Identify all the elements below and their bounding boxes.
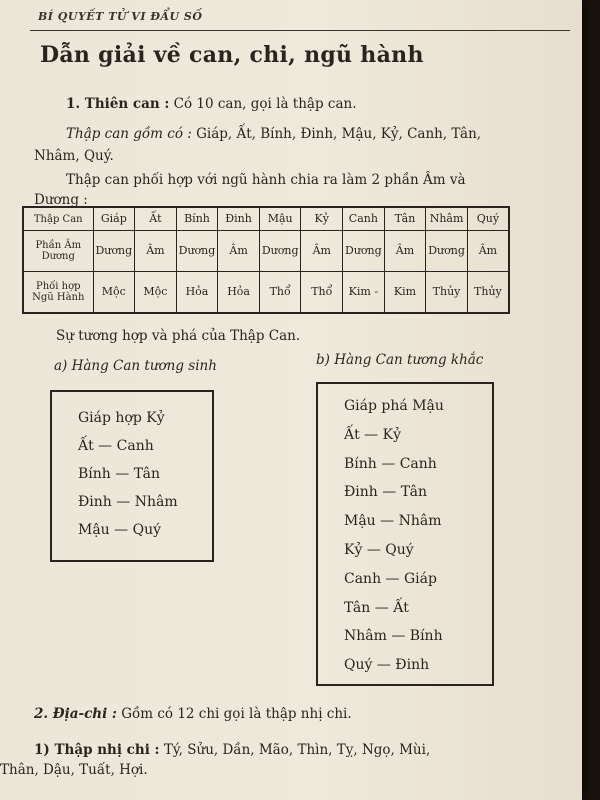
header-rule [30, 30, 570, 31]
can-list-values: Giáp, Ất, Bính, Đinh, Mậu, Kỷ, Canh, Tân, [196, 126, 482, 142]
table-row-label: Phần Âm Dương [23, 231, 93, 272]
relation-pair: Tân — Ất [344, 599, 409, 616]
table-cell: Dương [426, 231, 468, 272]
relation-pair: Bính — Canh [344, 455, 437, 472]
relation-pair: Đinh — Tân [344, 484, 428, 501]
table-cell: Âm [218, 231, 260, 272]
table-cell: Thủy [426, 272, 468, 313]
khac-label: b) Hàng Can tương khắc [316, 352, 484, 368]
chi-list-line2: Thân, Dậu, Tuất, Hợi. [0, 762, 148, 778]
section2-heading: 2. Địa-chi : [34, 706, 117, 722]
table-row-label: Phối hợp Ngũ Hành [23, 272, 93, 313]
page-title: Dẫn giải về can, chi, ngũ hành [40, 42, 424, 68]
can-list-line1 [66, 126, 481, 142]
relation-pair: Ất — Kỷ [344, 426, 402, 443]
table-cell: Hỏa [176, 272, 218, 313]
relation-pair: Bính — Tân [78, 466, 160, 482]
table-row [23, 231, 509, 272]
table-cell: Âm [301, 231, 343, 272]
table-cell: Âm [135, 231, 177, 272]
table-cell: Canh [343, 207, 385, 231]
running-title: BÍ QUYẾT TỬ VI ĐẨU SỐ [38, 10, 203, 23]
chi-list-values: Tý, Sửu, Dần, Mão, Thìn, Tỵ, Ngọ, Mùi, [163, 742, 431, 758]
relations-heading: Sự tương hợp và phá của Thập Can. [56, 328, 301, 344]
table-cell: Dương [176, 231, 218, 272]
relation-pair: Giáp hợp Kỷ [78, 410, 165, 426]
table-cell: Kim - [343, 272, 385, 313]
relation-pair: Đinh — Nhâm [78, 494, 178, 510]
table-cell: Tân [384, 207, 426, 231]
relation-pair: Canh — Giáp [344, 570, 437, 587]
chi-list-line1 [34, 742, 430, 758]
table-cell: Kim [384, 272, 426, 313]
table-cell: Dương [343, 231, 385, 272]
table-cell: Mộc [93, 272, 135, 313]
relation-pair: Nhâm — Bính [344, 628, 443, 645]
section2-line [34, 706, 352, 722]
table-cell: Nhâm [426, 207, 468, 231]
table-cell: Ất [135, 207, 177, 231]
sinh-label: a) Hàng Can tương sinh [54, 358, 217, 374]
table-cell: Mộc [135, 272, 177, 313]
table-cell: Âm [467, 231, 509, 272]
can-list-line2: Nhâm, Quý. [34, 148, 114, 164]
table-cell: Đinh [218, 207, 260, 231]
table-cell: Âm [384, 231, 426, 272]
combo-line2: Dương : [34, 192, 88, 208]
combo-line1: Thập can phối hợp với ngũ hành chia ra làm 2 phần Âm và [66, 172, 466, 188]
table-cell: Kỷ [301, 207, 343, 231]
section2-text: Gồm có 12 chi gọi là thập nhị chi. [121, 706, 352, 722]
table-row [23, 207, 509, 231]
table-cell: Dương [93, 231, 135, 272]
khac-box [316, 382, 494, 686]
section1-heading: 1. Thiên can : [66, 96, 170, 112]
table-row [23, 272, 509, 313]
section1-line [66, 96, 357, 112]
relation-pair: Mậu — Nhâm [344, 513, 442, 530]
relation-pair: Mậu — Quý [78, 522, 162, 538]
table-cell: Giáp [93, 207, 135, 231]
table-cell: Thổ [259, 272, 301, 313]
relation-pair: Quý — Đinh [344, 657, 430, 674]
chi-heading: 1) Thập nhị chi : [34, 742, 160, 758]
table-cell: Thủy [467, 272, 509, 313]
table-cell: Thổ [301, 272, 343, 313]
table-cell: Quý [467, 207, 509, 231]
table-cell: Mậu [259, 207, 301, 231]
can-list-label: Thập can gồm có : [66, 126, 192, 142]
thap-can-table [22, 206, 510, 314]
table-row-label: Thập Can [23, 207, 93, 231]
sinh-box [50, 390, 214, 562]
relation-pair: Giáp phá Mậu [344, 398, 444, 414]
table-cell: Dương [259, 231, 301, 272]
table-cell: Bính [176, 207, 218, 231]
section1-intro: Có 10 can, gọi là thập can. [173, 96, 357, 112]
table-cell: Hỏa [218, 272, 260, 313]
relation-pair: Ất — Canh [78, 438, 154, 454]
relation-pair: Kỷ — Quý [344, 542, 414, 558]
